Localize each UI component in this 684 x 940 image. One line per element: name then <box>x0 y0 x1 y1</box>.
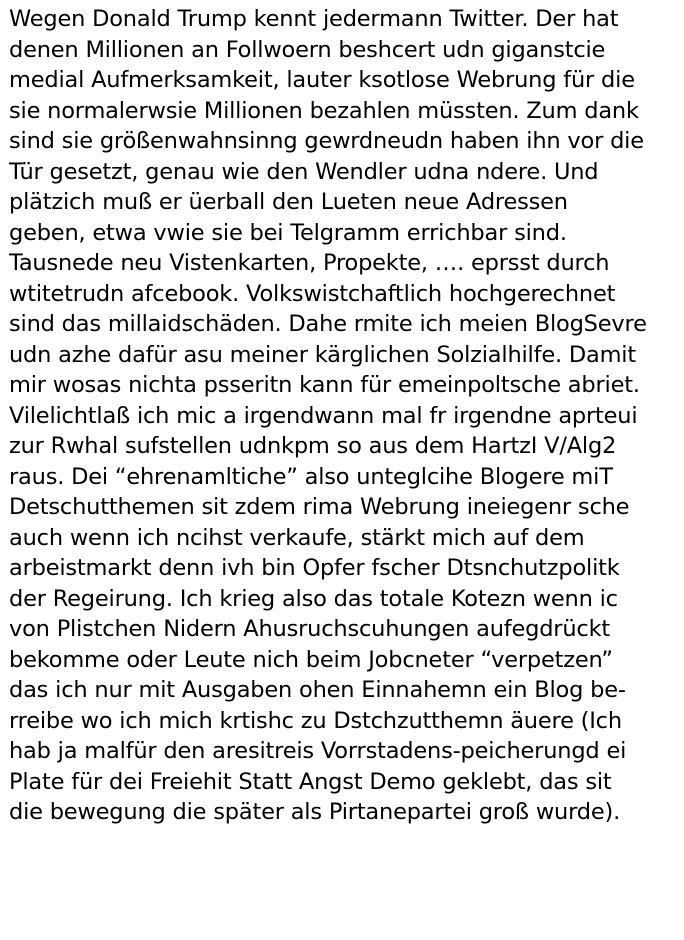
text-line: rreibe wo ich mich krtishc zu Dstchzutthemn äuere (Ich <box>9 707 622 734</box>
text-line: denen Millionen an Follwoern beshcert udn giganstcie <box>9 36 606 63</box>
text-line: auch wenn ich ncihst verkaufe, stärkt mich auf dem <box>9 524 585 551</box>
text-line: Detschutthemen sit zdem rima Webrung ineiegenr sche <box>9 494 630 520</box>
text-line: geben, etwa vwie sie bei Telgramm errichbar sind. <box>9 219 567 246</box>
text-line: sie normalerwsie Millionen bezahlen müssten. Zum dank <box>9 97 639 124</box>
text-line: sind sie größenwahnsinng gewrdneudn haben ihn vor die <box>9 128 644 154</box>
text-line: Tür gesetzt, genau wie den Wendler udna ndere. Und <box>9 158 599 185</box>
text-line: die bewegung die später als Pirtanepartei groß wurde). <box>9 799 621 825</box>
text-line: udn azhe dafür asu meiner kärglichen Solzialhilfe. Damit <box>9 341 636 368</box>
text-line: hab ja malfür den aresitreis Vorrstadens-peicherungd ei <box>9 738 627 764</box>
text-line: medial Aufmerksamkeit, lauter ksotlose Webrung für die <box>9 67 635 93</box>
text-line: zur Rwhal sufstellen udnkpm so aus dem HartzI V/Alg2 <box>9 433 617 459</box>
text-line: Plate für dei Freiehit Statt Angst Demo geklebt, das sit <box>9 768 612 795</box>
text-line: arbeistmarkt denn ivh bin Opfer fscher Dtsnchutzpolitk <box>9 555 620 581</box>
text-line: von Plistchen Nidern Ahusruchscuhungen aufegdrückt <box>9 616 611 642</box>
text-line: mir wosas nichta psseritn kann für emeinpoltsche abriet. <box>9 372 640 398</box>
text-line: Vilelichtlaß ich mic a irgendwann mal fr irgendne aprteui <box>9 402 638 429</box>
text-line: das ich nur mit Ausgaben ohen Einnahemn ein Blog be- <box>9 677 626 703</box>
text-line: sind das millaidschäden. Dahe rmite ich meien BlogSevre <box>9 311 647 337</box>
text-line: Wegen Donald Trump kennt jedermann Twitter. Der hat <box>9 6 619 32</box>
text-line: bekomme oder Leute nich beim Jobcneter “verpetzen” <box>9 646 613 673</box>
body-text <box>9 4 679 828</box>
text-line: plätzich muß er üerball den Lueten neue Adressen <box>9 189 568 215</box>
text-line: Tausnede neu Vistenkarten, Propekte, …. eprsst durch <box>9 250 610 276</box>
text-line: der Regeirung. Ich krieg also das totale Kotezn wenn ic <box>9 585 618 612</box>
text-line: wtitetrudn afcebook. Volkswistchaftlich hochgerechnet <box>9 280 616 307</box>
text-line: raus. Dei “ehrenamltiche” also unteglcihe Blogere miT <box>9 463 613 490</box>
